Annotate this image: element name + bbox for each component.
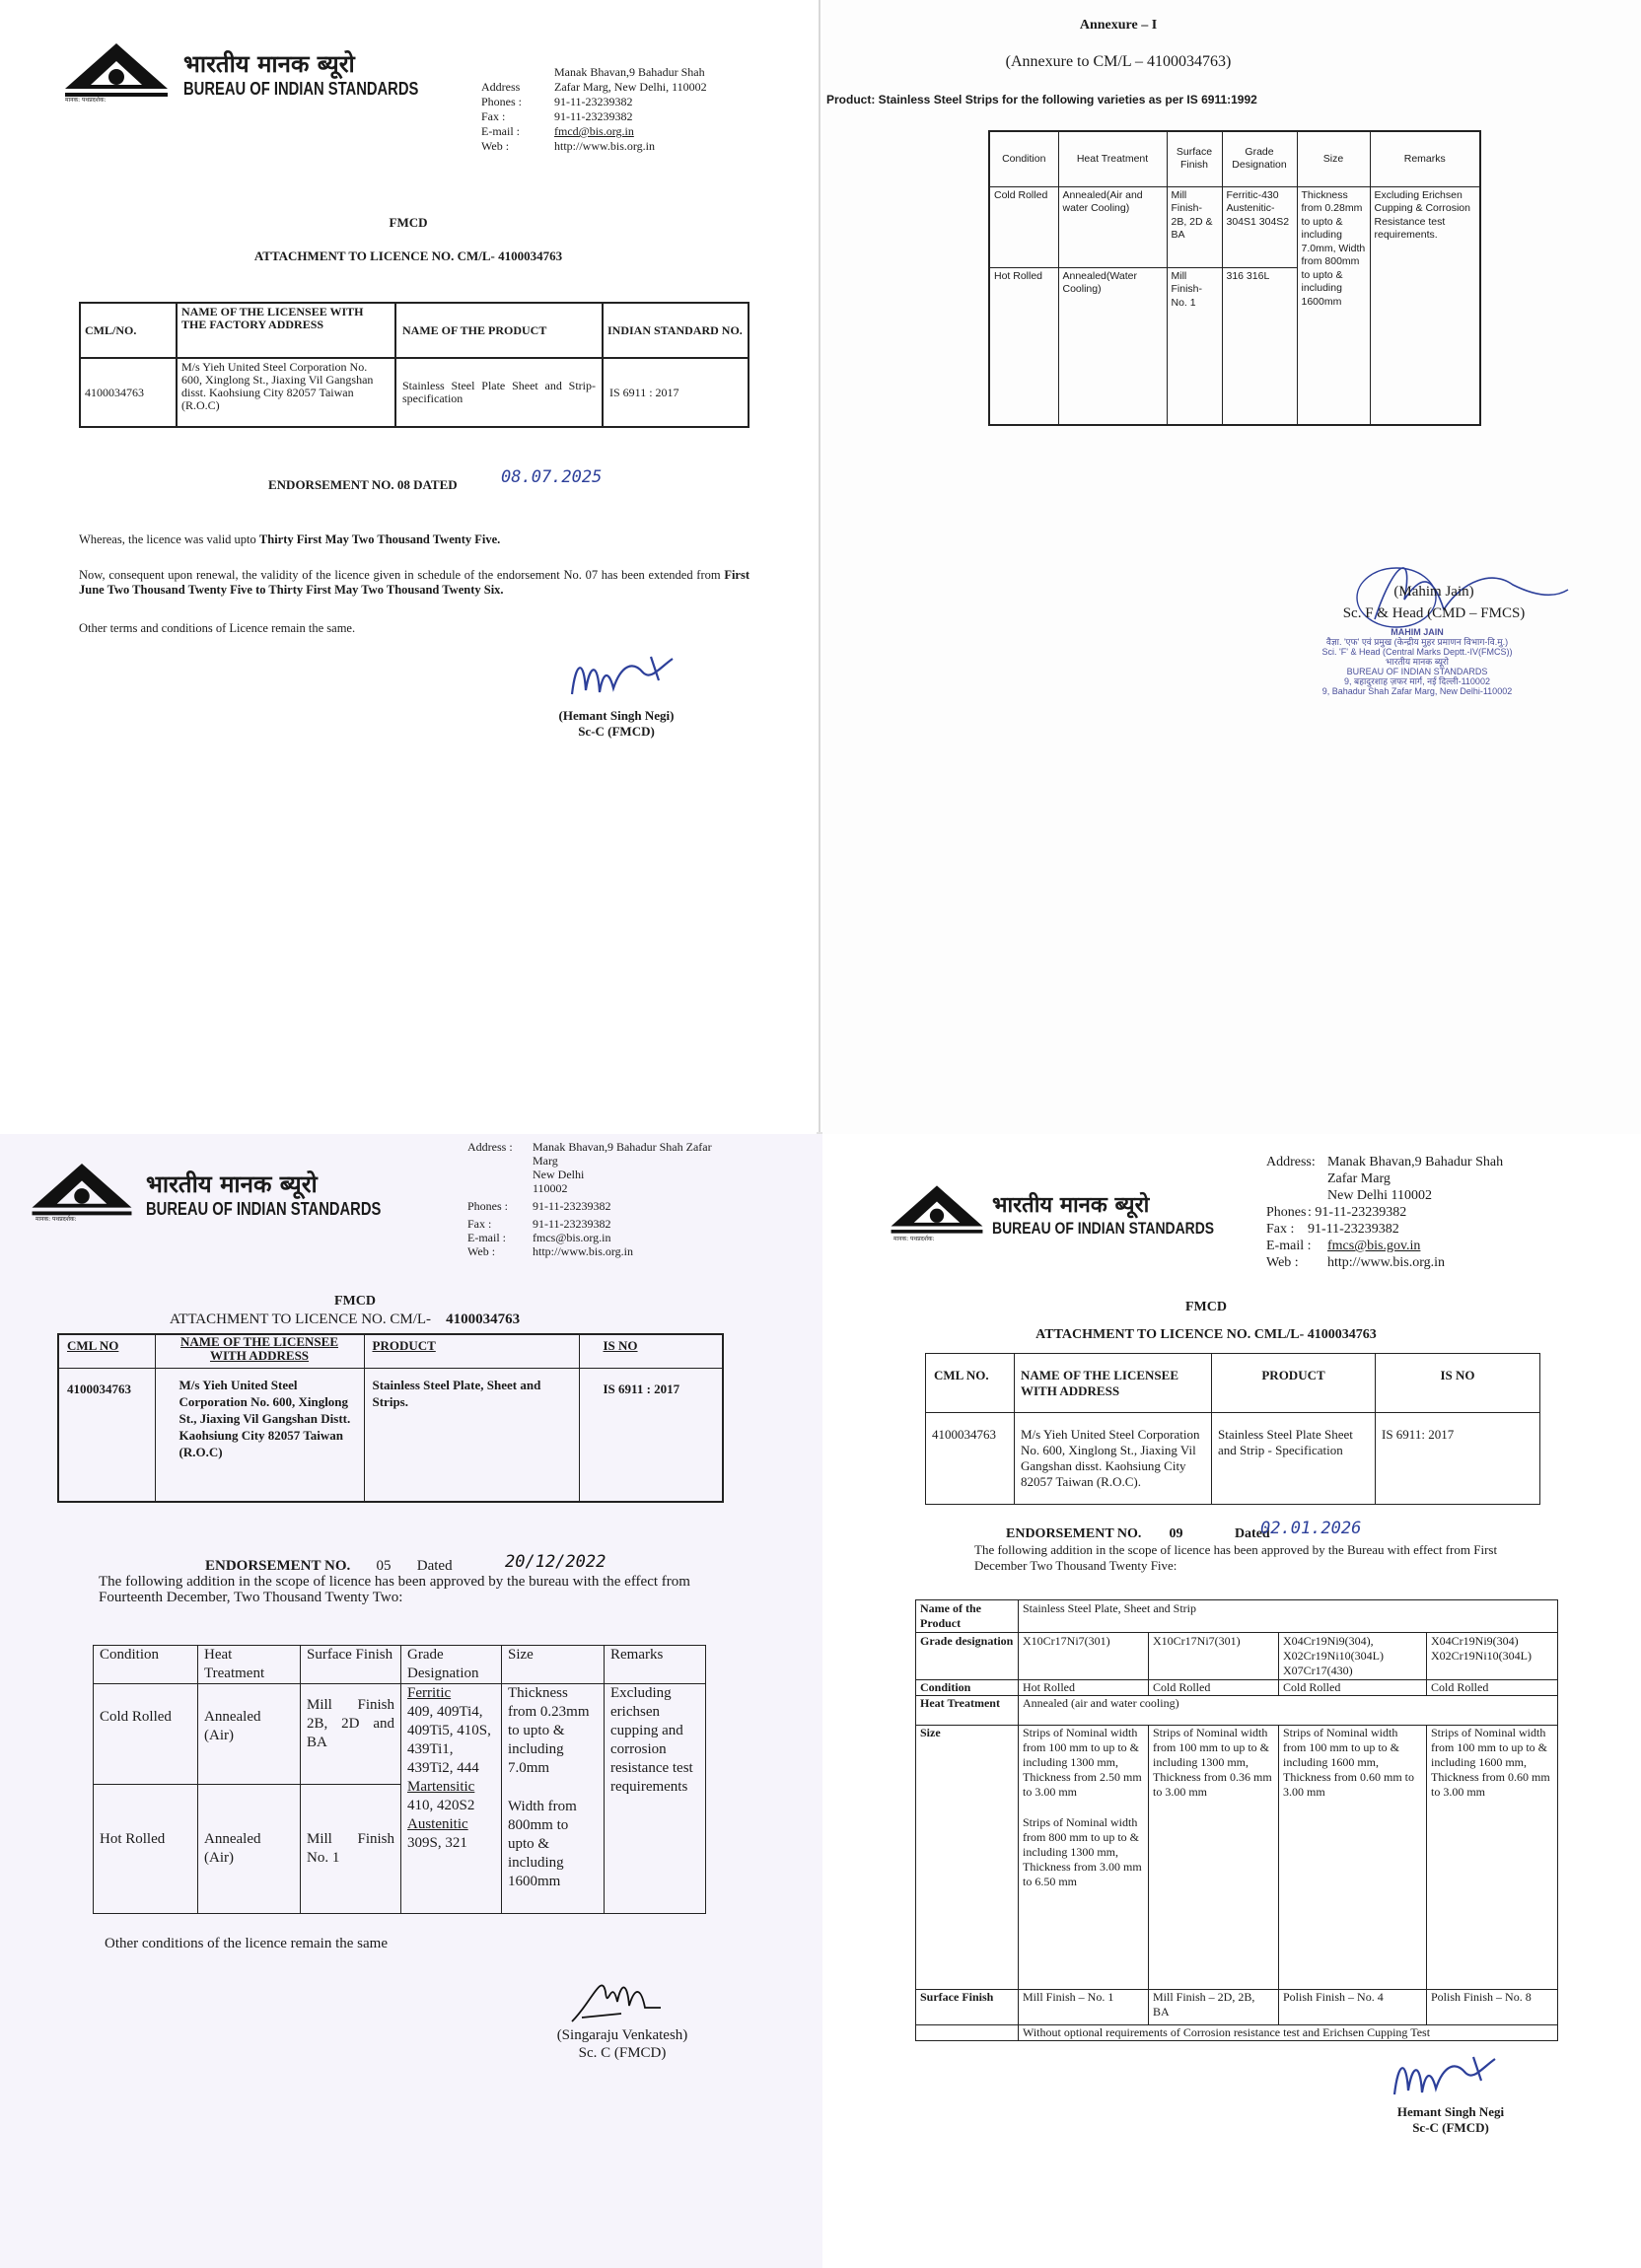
attachment-title: ATTACHMENT TO LICENCE NO. CM/L- 4100034763 — [170, 1311, 521, 1327]
bureau-name: BUREAU OF INDIAN STANDARDS — [183, 79, 419, 99]
hindi-bureau-name: भारतीय मानक ब्यूरो — [992, 1193, 1150, 1218]
web-link[interactable]: http://www.bis.org.in — [554, 139, 656, 153]
annexure-subtitle: (Annexure to CM/L – 4100034763) — [1005, 53, 1232, 70]
logo-caption: मानक: पथप्रदर्शक: — [65, 97, 107, 104]
handwritten-date: 08.07.2025 — [501, 467, 603, 487]
annexure-table: Condition Heat Treatment Surface Finish Grade Designation Size Remarks Cold Rolled Annealed(Air and water Cooling) Mill Finish- 2B, 2D & BA Ferritic-430 Austenitic- 304S1 304S2 Thickness from 0.28mm to upto & including 7.0mm, Width from 800mm to upto & including 1600mm Excluding Erichsen Cupping & Corrosion Resistance test requirements. Hot Rolled Annealed(Water Cooling) Mill Finish- No. 1 316 316L — [988, 130, 1481, 426]
address-block: Manak Bhavan,9 Bahadur Shah Address Zafar Marg, New Delhi, 110002 Phones : 91-11-23239382 Fax : 91-11-23239382 E-mail : fmcd@bis.org.in Web : http://www.bis.org.in — [481, 65, 707, 153]
grade-cell: Ferritic 409, 409Ti4, 409Ti5, 410S, 439Ti1, 439Ti2, 444 Martensitic 410, 420S2 Austenitic 309S, 321 — [401, 1684, 502, 1914]
signature-icon — [564, 651, 682, 710]
scope-table: Condition Heat Treatment Surface Finish Grade Designation Size Remarks Cold Rolled Annealed (Air) Mill Finish 2B, 2D and BA Ferritic 409, 409Ti4, 409Ti5, 410S, 439Ti1, 439Ti2, 444 Martensitic 410, 420S2 Austenitic 309S, 321 Thickness from 0.23mm to upto & including 7.0mm Width from 800mm to upto & including 1600mm Excluding erichsen cupping and corrosion resistance test requirements Hot Rolled Annealed (Air) Mill Finish No. 1 — [93, 1645, 706, 1914]
email-link[interactable]: fmcd@bis.org.in — [554, 124, 634, 138]
licensee-cell: M/s Yieh United Steel Corporation No. 600, Xinglong St., Jiaxing Vil Gangshan Distt. Kaohsiung City 82057 Taiwan (R.O.C) — [155, 1368, 364, 1502]
logo-caption: मानक: पथप्रदर्शक: — [893, 1236, 935, 1242]
hindi-bureau-name: भारतीय मानक ब्यूरो — [183, 50, 355, 78]
signatory-name: (Mahim Jain) — [1393, 584, 1474, 600]
product-line: Product: Stainless Steel Strips for the following varieties as per IS 6911:1992 — [826, 93, 1257, 106]
licensee-cell: M/s Yieh United Steel Corporation No. 600, Xinglong St., Jiaxing Vil Gangshan disst. Kaohsiung City 82057 Taiwan (R.O.C) — [177, 358, 395, 427]
logo-caption: मानक: पथप्रदर्शक: — [36, 1216, 77, 1223]
other-conditions: Other conditions of the licence remain the same — [105, 1936, 388, 1951]
product-cell: Stainless Steel Plate Sheet and Strip-specification — [395, 358, 603, 427]
signature-icon — [562, 1962, 680, 2027]
renewal-paragraph: Now, consequent upon renewal, the validity of the licence given in schedule of the endorsement No. 07 has been extended from First June Two Thousand Twenty Five to Thirty First May Two Thousand Twenty Six. — [79, 568, 749, 597]
remarks-cell: Excluding erichsen cupping and corrosion resistance test requirements — [605, 1684, 706, 1914]
annexure-title: Annexure – I — [1079, 18, 1158, 33]
licensee-cell: M/s Yieh United Steel Corporation No. 600, Xinglong St., Jiaxing Vil Gangshan disst. Kaohsiung City 82057 Taiwan (R.O.C). — [1015, 1413, 1212, 1505]
endorsement-heading: ENDORSEMENT NO. 08 DATED — [268, 477, 458, 492]
is-no-cell: IS 6911: 2017 — [1376, 1413, 1540, 1505]
endorsement-heading: ENDORSEMENT NO. 09 Dated — [1006, 1526, 1270, 1541]
signatory-name: (Singaraju Venkatesh) — [556, 2027, 688, 2043]
attachment-title: ATTACHMENT TO LICENCE NO. CM/L- 4100034763 — [253, 248, 563, 263]
scope-table: Name of the Product Stainless Steel Plate, Sheet and Strip Grade designation X10Cr17Ni7(301) X10Cr17Ni7(301) X04Cr19Ni9(304), X02Cr19Ni10(304L) X07Cr17(430) X04Cr19Ni9(304) X02Cr19Ni10(304L) Condition Hot Rolled Cold Rolled Cold Rolled Cold Rolled Heat Treatment Annealed (air and water cooling) Size Strips of Nominal width from 100 mm to up to & including 1300 mm, Thickness from 2.50 mm to 3.00 mm Strips of Nominal width from 800 mm to up to & including 1300 mm, Thickness from 3.00 mm to 6.50 mm Strips of Nominal width from 100 mm to up to & including 1300 mm, Thickness from 0.36 mm to 3.00 mm Strips of Nominal width from 100 mm to up to & including 1600 mm, Thickness from 0.60 mm to 3.00 mm Strips of Nominal width from 100 mm to up to & including 1600 mm, Thickness from 0.60 mm to 3.00 mm Surface Finish Mill Finish – No. 1 Mill Finish – 2D, 2B, BA Polish Finish – No. 4 Polish Finish – No. 8 Without optional requirements of Corrosion resistance test and Erichsen Cupping Test — [915, 1599, 1558, 2041]
endorsement-heading: ENDORSEMENT NO. 05 Dated — [205, 1558, 453, 1574]
signatory-title: Sc-C (FMCD) — [578, 724, 655, 739]
bureau-name: BUREAU OF INDIAN STANDARDS — [146, 1199, 382, 1219]
bureau-name: BUREAU OF INDIAN STANDARDS — [992, 1219, 1215, 1238]
annexure-page — [822, 0, 1641, 1134]
signatory-name: Hemant Singh Negi — [1396, 2104, 1505, 2119]
scope-intro: The following addition in the scope of licence has been approved by the Bureau with effect from First December Two Thousand Twenty Five: — [974, 1542, 1498, 1573]
signatory-title: Sc. C (FMCD) — [578, 2045, 667, 2061]
page-divider-vertical — [819, 0, 820, 1134]
attachment-title: ATTACHMENT TO LICENCE NO. CML/L- 4100034763 — [1035, 1327, 1377, 1342]
web-link[interactable]: http://www.bis.org.in — [533, 1244, 634, 1258]
handwritten-date: 20/12/2022 — [505, 1552, 606, 1572]
address-block: Address: Manak Bhavan,9 Bahadur Shah Zafar Marg New Delhi 110002 Phones : 91-11-23239382 Fax : 91-11-23239382 E-mail : fmcs@bis.gov.in Web : http://www.bis.org.in — [1266, 1155, 1504, 1270]
dept-label: FMCD — [334, 1294, 376, 1309]
cml-no-cell: 4100034763 — [58, 1368, 155, 1502]
hindi-bureau-name: भारतीय मानक ब्यूरो — [146, 1170, 318, 1198]
cml-no-cell: 4100034763 — [926, 1413, 1015, 1505]
licence-table: CML NO. NAME OF THE LICENSEE WITH ADDRESS PRODUCT IS NO 4100034763 M/s Yieh United Steel Corporation No. 600, Xinglong St., Jiaxing Vil Gangshan disst. Kaohsiung City 82057 Taiwan (R.O.C). Stainless Steel Plate Sheet and Strip - Specification IS 6911: 2017 — [925, 1353, 1540, 1505]
endorsement-09-page — [874, 1134, 1641, 2268]
product-cell: Stainless Steel Plate Sheet and Strip - Specification — [1212, 1413, 1376, 1505]
dept-label: FMCD — [389, 215, 428, 230]
terms-paragraph: Other terms and conditions of Licence remain the same. — [79, 621, 356, 635]
licence-table: CML NO NAME OF THE LICENSEE WITH ADDRESS PRODUCT IS NO 4100034763 M/s Yieh United Steel Corporation No. 600, Xinglong St., Jiaxing Vil Gangshan Distt. Kaohsiung City 82057 Taiwan (R.O.C) Stainless Steel Plate, Sheet and Strips. IS 6911 : 2017 — [57, 1333, 724, 1503]
validity-paragraph: Whereas, the licence was valid upto Thirty First May Two Thousand Twenty Five. — [79, 532, 501, 546]
is-no-cell: IS 6911 : 2017 — [579, 1368, 723, 1502]
product-cell: Stainless Steel Plate, Sheet and Strips. — [364, 1368, 579, 1502]
address-block: Address : Manak Bhavan,9 Bahadur Shah Zafar Marg New Delhi 110002 Phones : 91-11-23239382 Fax : 91-11-23239382 E-mail : fmcs@bis.org.in Web : http://www.bis.org.in — [467, 1140, 712, 1258]
email-link[interactable]: fmcs@bis.gov.in — [1327, 1239, 1421, 1253]
cml-no-cell: 4100034763 — [80, 358, 177, 427]
email-link[interactable]: fmcs@bis.org.in — [533, 1231, 611, 1244]
licence-table: CML/NO. NAME OF THE LICENSEE WITH THE FACTORY ADDRESS NAME OF THE PRODUCT INDIAN STANDARD NO. 4100034763 M/s Yieh United Steel Corporation No. 600, Xinglong St., Jiaxing Vil Gangshan disst. Kaohsiung City 82057 Taiwan (R.O.C) Stainless Steel Plate Sheet and Strip-specification IS 6911 : 2017 — [79, 302, 749, 428]
endorsement-08-page — [0, 0, 817, 1134]
signatory-name: (Hemant Singh Negi) — [558, 708, 675, 723]
signatory-title: Sc-C (FMCD) — [1412, 2120, 1489, 2135]
scope-intro: The following addition in the scope of licence has been approved by the bureau with the effect from Fourteenth December, Two Thousand Twenty Two: — [99, 1574, 690, 1605]
signature-icon — [1387, 2051, 1505, 2110]
handwritten-date: 02.01.2026 — [1260, 1519, 1362, 1538]
size-cell: Thickness from 0.23mm to upto & including 7.0mm Width from 800mm to upto & including 1600mm — [502, 1684, 605, 1914]
web-link[interactable]: http://www.bis.org.in — [1327, 1255, 1446, 1270]
endorsement-05-page — [0, 1134, 822, 2268]
official-stamp: MAHIM JAIN वैज्ञा. 'एफ' एवं प्रमुख (केन्द्रीय मुहर प्रमाणन विभाग-वि.मु.) Sci. 'F' & Head (Central Marks Deptt.-IV(FMCS)) भारतीय मानक ब्यूरो BUREAU OF INDIAN STANDARDS 9, बहादुरशाह ज़फर मार्ग, नई दिल्ली-110002 9, Bahadur Shah Zafar Marg, New Delhi-110002 — [1321, 627, 1513, 696]
is-no-cell: IS 6911 : 2017 — [603, 358, 749, 427]
dept-label: FMCD — [1185, 1300, 1227, 1314]
signatory-title: Sc. F & Head (CMD – FMCS) — [1342, 605, 1526, 621]
